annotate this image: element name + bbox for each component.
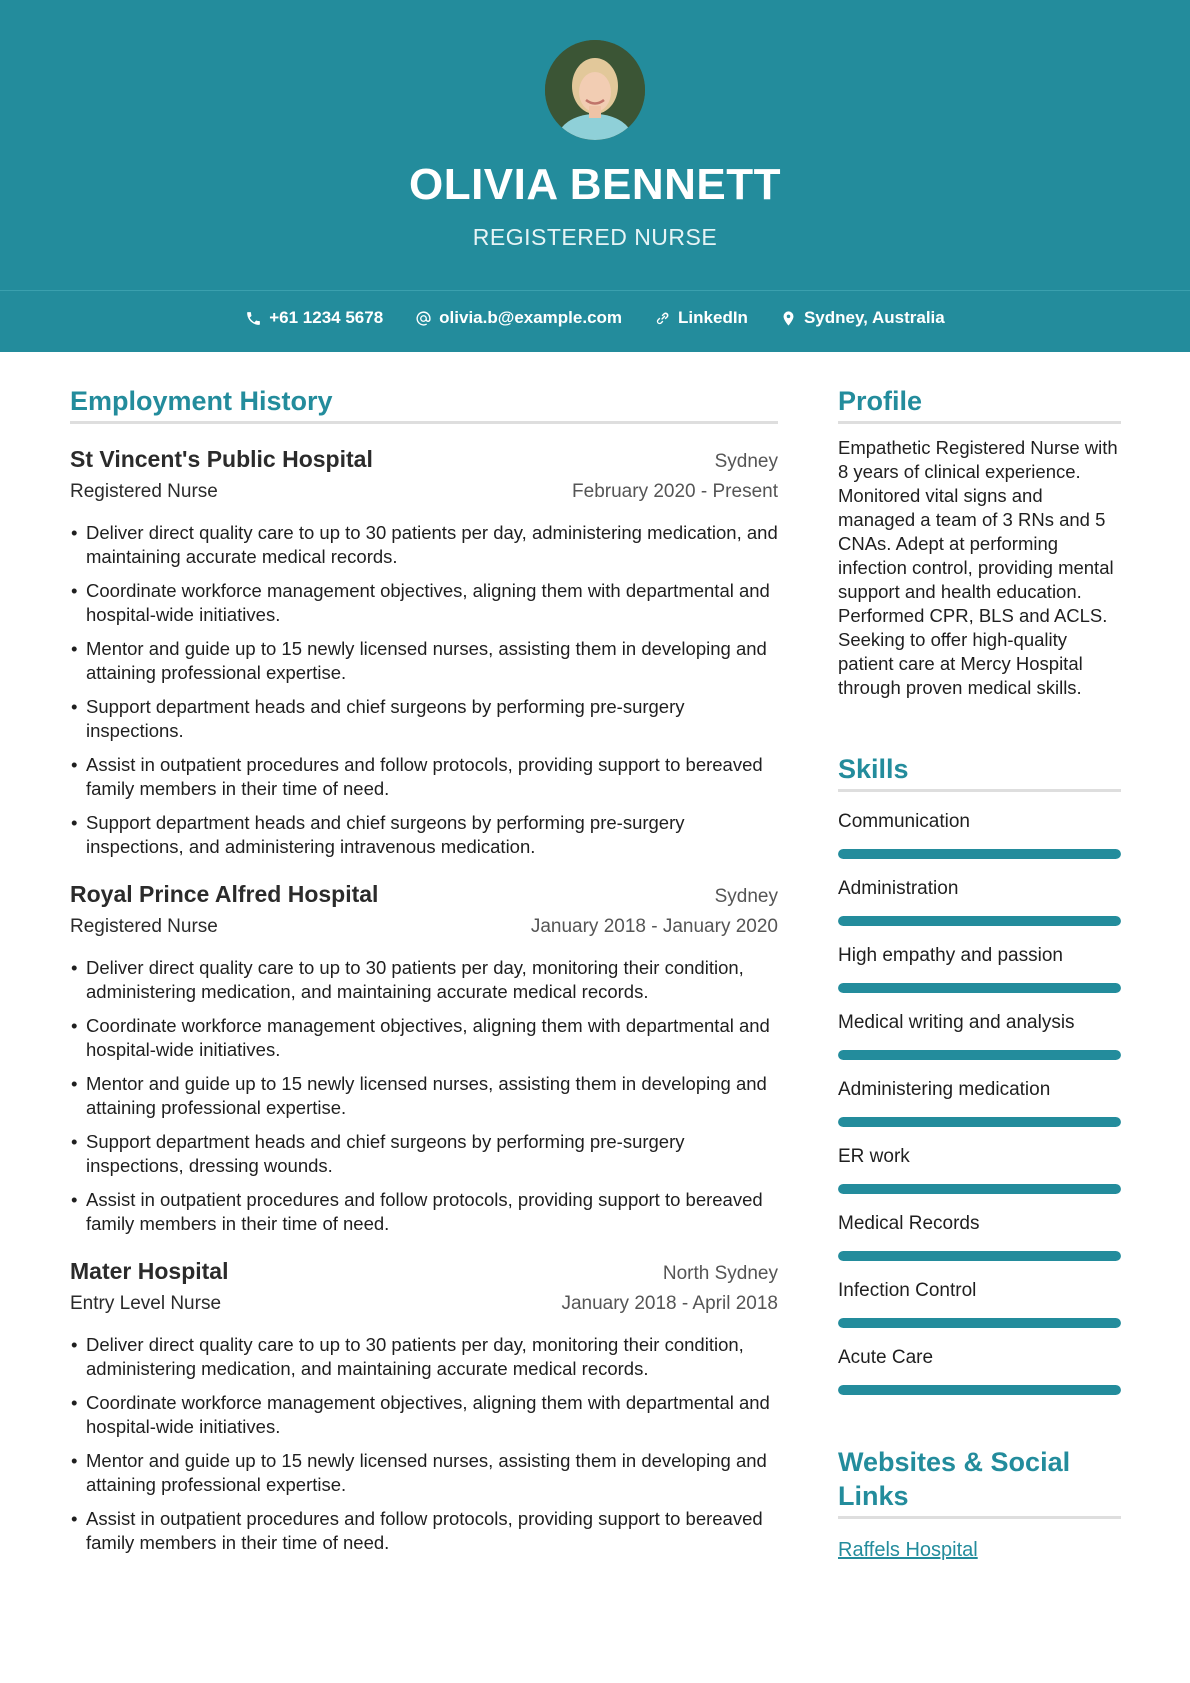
skill-item bbox=[838, 810, 1121, 859]
job-role: Registered Nurse bbox=[70, 481, 218, 502]
contact-linkedin-text: LinkedIn bbox=[678, 308, 748, 327]
at-icon bbox=[415, 310, 432, 327]
job-bullet: • Coordinate workforce management objectives, aligning them with departmental and hospital-wide initiatives. bbox=[70, 1014, 778, 1062]
skill-name: Communication bbox=[838, 811, 970, 832]
job-city: Sydney bbox=[714, 451, 778, 472]
header-divider bbox=[0, 290, 1190, 291]
job-bullet: • Mentor and guide up to 15 newly licensed nurses, assisting them in developing and attaining professional expertise. bbox=[70, 1449, 778, 1497]
avatar-photo-icon bbox=[545, 40, 645, 140]
job-bullet: • Mentor and guide up to 15 newly licensed nurses, assisting them in developing and attaining professional expertise. bbox=[70, 637, 778, 685]
job-bullet: • Coordinate workforce management objectives, aligning them with departmental and hospital-wide initiatives. bbox=[70, 579, 778, 627]
job-company: Royal Prince Alfred Hospital bbox=[70, 881, 379, 907]
skill-level-fill bbox=[838, 983, 1121, 993]
skill-level-bar bbox=[838, 1184, 1121, 1194]
job-bullets bbox=[70, 956, 778, 1236]
resume-header bbox=[0, 0, 1190, 352]
skill-item bbox=[838, 1011, 1121, 1060]
section-rule bbox=[838, 421, 1121, 424]
job-company: St Vincent's Public Hospital bbox=[70, 446, 373, 472]
link-icon bbox=[654, 310, 671, 327]
candidate-title: REGISTERED NURSE bbox=[472, 224, 718, 250]
job-dates: January 2018 - April 2018 bbox=[561, 1293, 778, 1314]
contact-phone[interactable] bbox=[245, 308, 383, 328]
header-top bbox=[0, 0, 1190, 290]
candidate-name: OLIVIA BENNETT bbox=[408, 160, 782, 209]
job-bullet: • Support department heads and chief surgeons by performing pre-surgery inspections, and administering intravenous medication. bbox=[70, 811, 778, 859]
phone-icon bbox=[245, 310, 262, 327]
location-pin-icon bbox=[780, 310, 797, 327]
skill-name: ER work bbox=[838, 1146, 910, 1167]
job-company: Mater Hospital bbox=[70, 1258, 229, 1284]
employment-heading: Employment History bbox=[70, 386, 333, 416]
skill-level-fill bbox=[838, 1117, 1121, 1127]
skill-level-bar bbox=[838, 983, 1121, 993]
contact-phone-text: +61 1234 5678 bbox=[269, 308, 384, 327]
sidebar bbox=[838, 384, 1121, 1562]
skill-level-fill bbox=[838, 1251, 1121, 1261]
skill-name: Administering medication bbox=[838, 1079, 1051, 1100]
section-rule bbox=[70, 421, 778, 424]
job-bullet: • Deliver direct quality care to up to 30 patients per day, monitoring their condition, administering medication, and maintaining accurate medical records. bbox=[70, 956, 778, 1004]
skill-item bbox=[838, 877, 1121, 926]
skill-item bbox=[838, 1346, 1121, 1395]
job-entry bbox=[70, 446, 778, 859]
skill-item bbox=[838, 1078, 1121, 1127]
skills-list bbox=[838, 810, 1121, 1395]
contact-linkedin[interactable] bbox=[654, 308, 748, 328]
job-bullet: • Support department heads and chief surgeons by performing pre-surgery inspections. bbox=[70, 695, 778, 743]
employment-section bbox=[70, 384, 778, 1565]
job-bullets bbox=[70, 521, 778, 859]
skills-section bbox=[838, 752, 1121, 1395]
skill-level-bar bbox=[838, 1050, 1121, 1060]
job-entry bbox=[70, 881, 778, 1236]
skill-name: Administration bbox=[838, 878, 959, 899]
job-bullet: • Deliver direct quality care to up to 30 patients per day, monitoring their condition, administering medication, and maintaining accurate medical records. bbox=[70, 1333, 778, 1381]
skill-item bbox=[838, 1279, 1121, 1328]
skill-level-bar bbox=[838, 1385, 1121, 1395]
skill-name: Infection Control bbox=[838, 1280, 977, 1301]
links-section bbox=[838, 1445, 1121, 1562]
job-bullet: • Assist in outpatient procedures and follow protocols, providing support to bereaved family members in their time of need. bbox=[70, 753, 778, 801]
skill-item bbox=[838, 944, 1121, 993]
job-dates: January 2018 - January 2020 bbox=[530, 916, 778, 937]
job-dates: February 2020 - Present bbox=[572, 481, 778, 502]
skill-level-bar bbox=[838, 1251, 1121, 1261]
profile-text: Empathetic Registered Nurse with 8 years of clinical experience. Monitored vital signs and managed a team of 3 RNs and 5 CNAs. Adept at performing infection control, providing mental support and health education. Performed CPR, BLS and ACLS. Seeking to offer high-quality patient care at Mercy Hospital through proven medical skills. bbox=[838, 437, 1118, 698]
contact-email-text: olivia.b@example.com bbox=[439, 308, 623, 327]
profile-heading: Profile bbox=[838, 386, 923, 416]
skill-level-fill bbox=[838, 1184, 1121, 1194]
skill-level-bar bbox=[838, 916, 1121, 926]
skill-level-bar bbox=[838, 1318, 1121, 1328]
contact-email[interactable] bbox=[415, 308, 622, 328]
job-entry bbox=[70, 1258, 778, 1555]
skill-item bbox=[838, 1145, 1121, 1194]
section-rule bbox=[838, 1516, 1121, 1519]
job-city: North Sydney bbox=[662, 1263, 778, 1284]
contact-bar bbox=[0, 308, 1190, 328]
job-bullet: • Coordinate workforce management objectives, aligning them with departmental and hospital-wide initiatives. bbox=[70, 1391, 778, 1439]
skill-level-bar bbox=[838, 849, 1121, 859]
contact-location-text: Sydney, Australia bbox=[803, 308, 945, 327]
skill-name: Medical Records bbox=[838, 1213, 980, 1234]
skill-level-fill bbox=[838, 1318, 1121, 1328]
job-bullet: • Support department heads and chief surgeons by performing pre-surgery inspections, dressing wounds. bbox=[70, 1130, 778, 1178]
links-heading: Websites & Social Links bbox=[838, 1447, 1071, 1511]
link-raffels-hospital[interactable]: Raffels Hospital bbox=[838, 1539, 978, 1561]
skill-level-bar bbox=[838, 1117, 1121, 1127]
job-role: Registered Nurse bbox=[70, 916, 218, 937]
job-bullet: • Deliver direct quality care to up to 30 patients per day, administering medication, and maintaining accurate medical records. bbox=[70, 521, 778, 569]
job-bullet: • Mentor and guide up to 15 newly licensed nurses, assisting them in developing and attaining professional expertise. bbox=[70, 1072, 778, 1120]
skill-level-fill bbox=[838, 1385, 1121, 1395]
job-bullet: • Assist in outpatient procedures and follow protocols, providing support to bereaved family members in their time of need. bbox=[70, 1188, 778, 1236]
job-city: Sydney bbox=[714, 886, 778, 907]
job-bullet: • Assist in outpatient procedures and follow protocols, providing support to bereaved family members in their time of need. bbox=[70, 1507, 778, 1555]
skill-level-fill bbox=[838, 849, 1121, 859]
avatar bbox=[545, 40, 645, 140]
job-role: Entry Level Nurse bbox=[70, 1293, 222, 1314]
skills-heading: Skills bbox=[838, 754, 909, 784]
section-rule bbox=[838, 789, 1121, 792]
contact-location bbox=[780, 308, 945, 328]
skill-name: Acute Care bbox=[838, 1347, 934, 1368]
skill-level-fill bbox=[838, 916, 1121, 926]
skill-item bbox=[838, 1212, 1121, 1261]
skill-name: Medical writing and analysis bbox=[838, 1012, 1075, 1033]
job-bullets bbox=[70, 1333, 778, 1555]
skill-level-fill bbox=[838, 1050, 1121, 1060]
skill-name: High empathy and passion bbox=[838, 945, 1063, 966]
